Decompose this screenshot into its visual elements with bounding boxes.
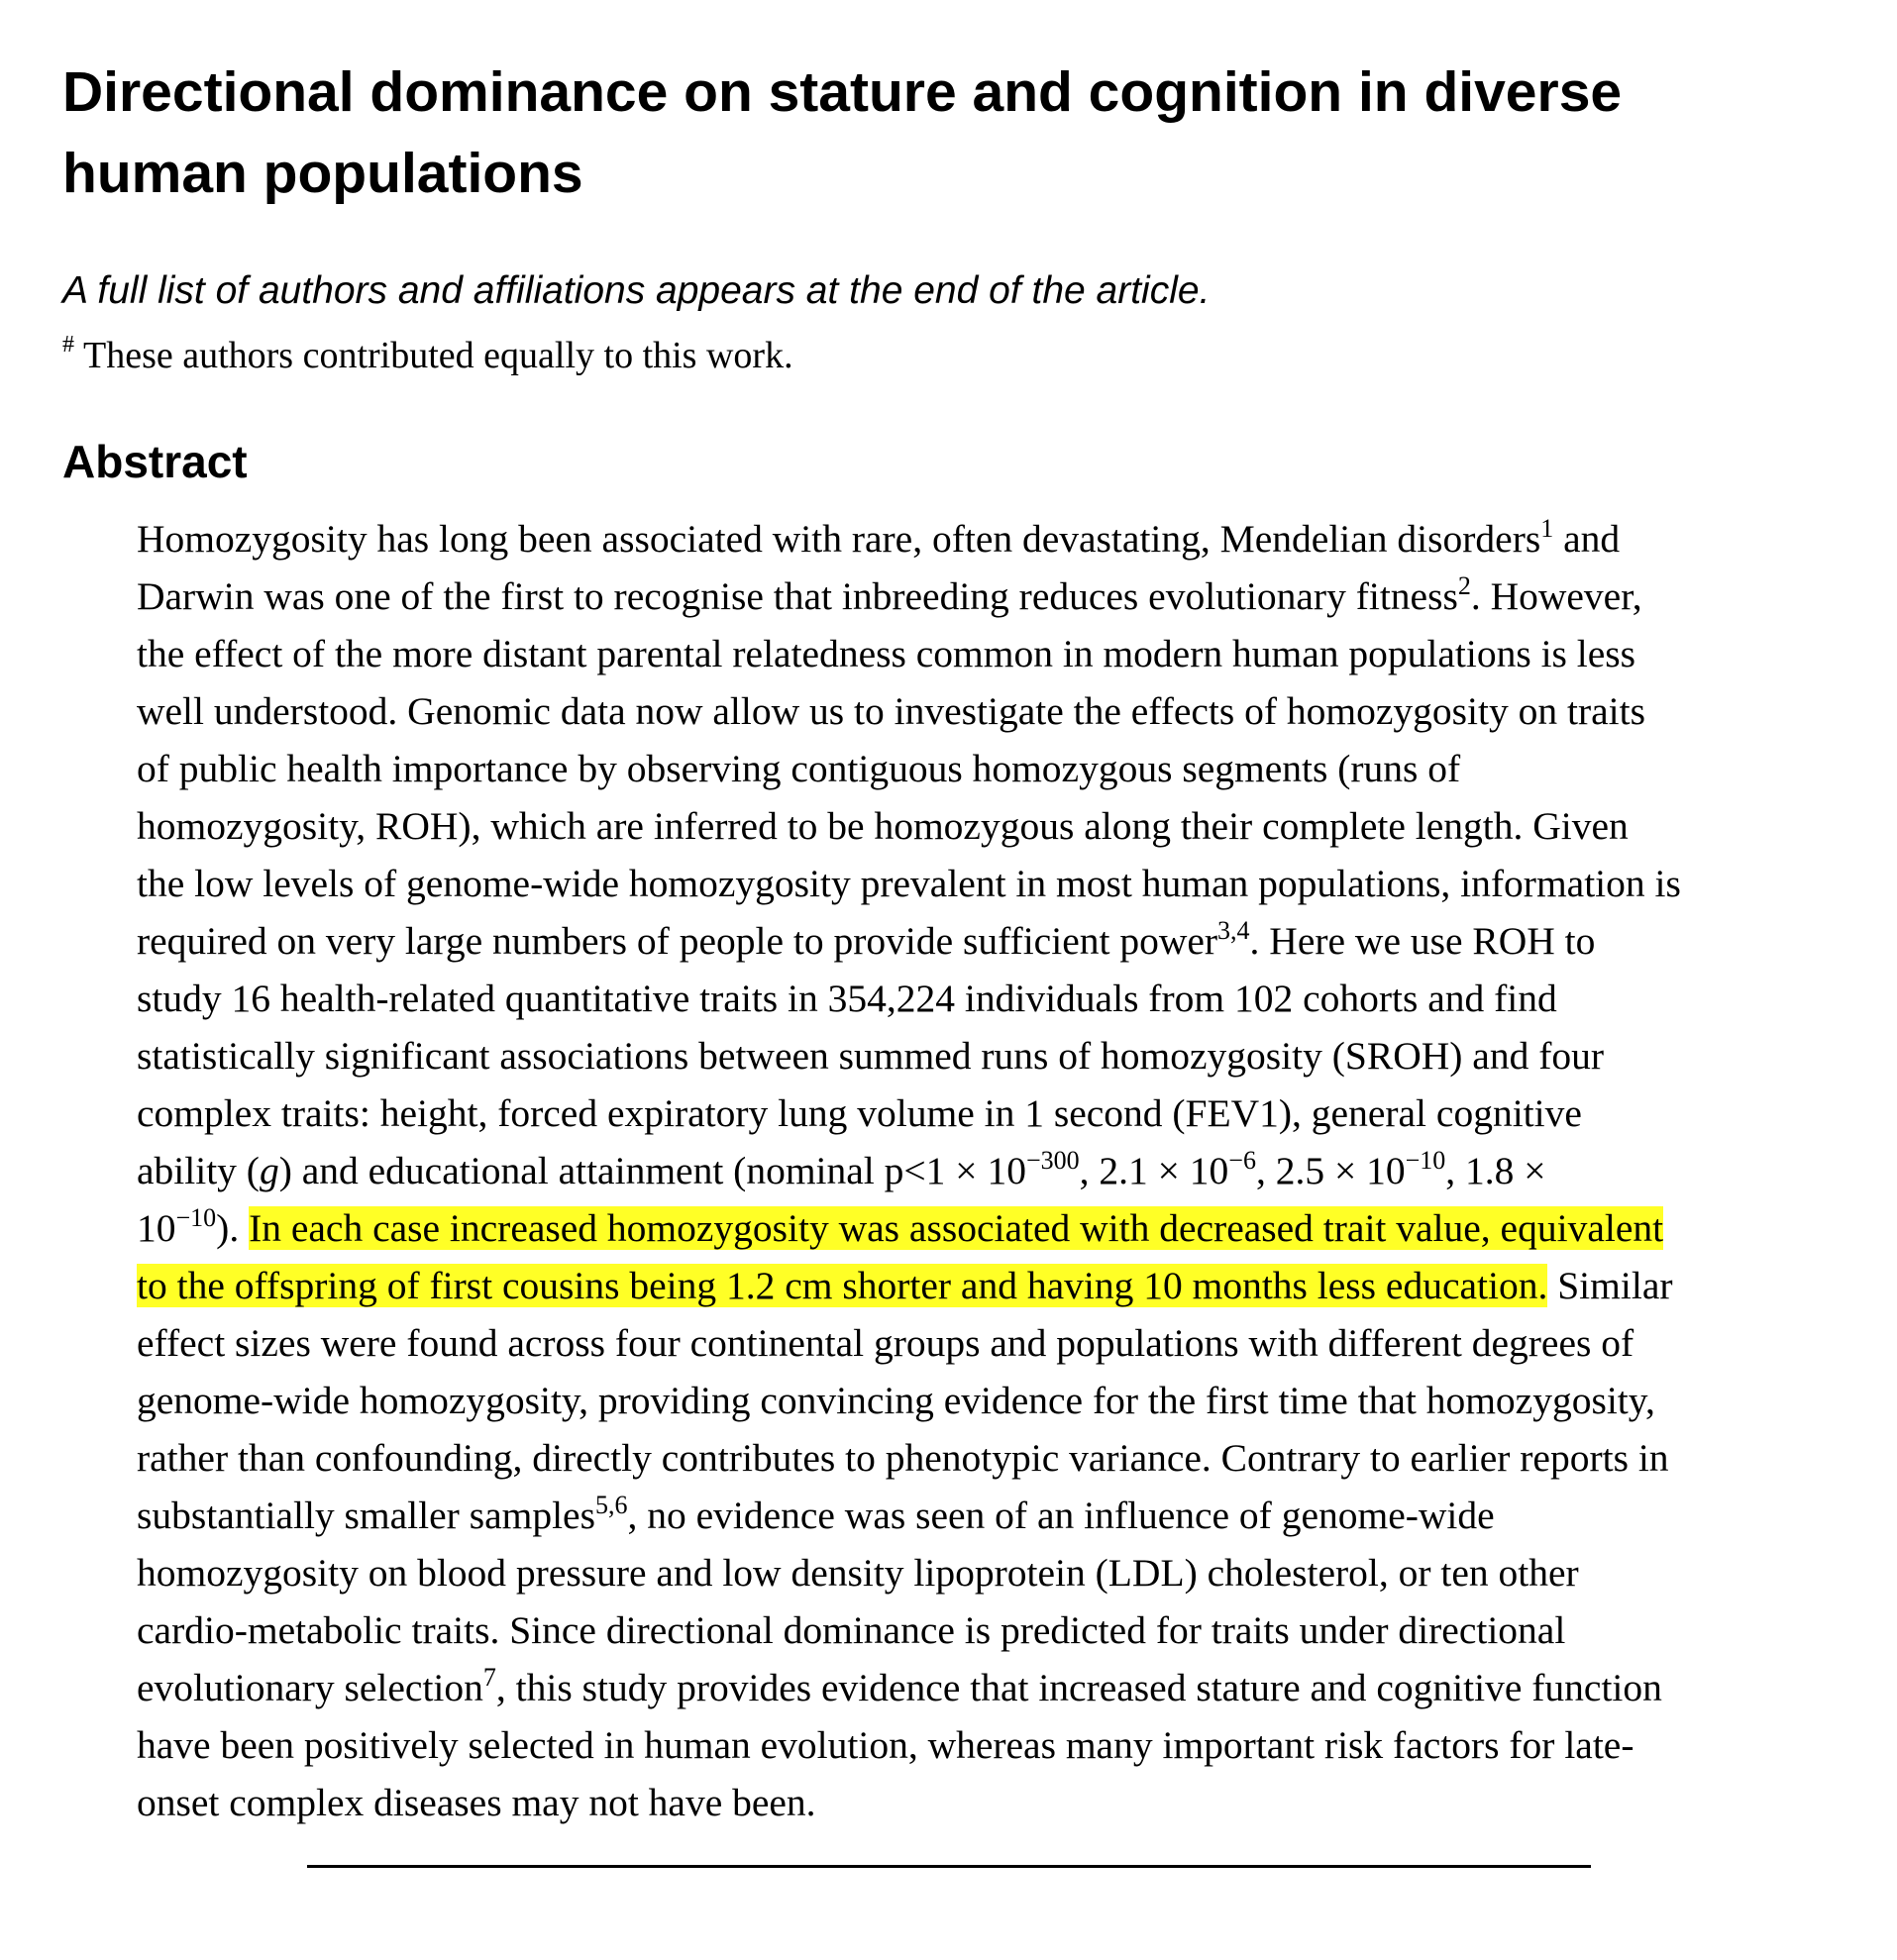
abstract-line: complex traits: height, forced expiratory lung volume in 1 second (FEV1), general cognitive	[137, 1091, 1582, 1135]
italic-symbol: g	[259, 1149, 279, 1192]
abstract-body	[137, 510, 1681, 1831]
abstract-line: rather than confounding, directly contributes to phenotypic variance. Contrary to earlier reports in	[137, 1436, 1669, 1480]
abstract-line: substantially smaller samples$^{5,6}$, no evidence was seen of an influence of genome-wide	[137, 1491, 1495, 1537]
exponent: −10	[175, 1203, 217, 1232]
abstract-line: $10^{-10}$). In each case increased homozygosity was associated with decreased trait value, equivalent	[137, 1203, 1664, 1250]
abstract-line: cardio-metabolic traits. Since directional dominance is predicted for traits under directional	[137, 1608, 1566, 1652]
abstract-line: the effect of the more distant parental relatedness common in modern human populations is less	[137, 632, 1636, 675]
exponent: −10	[1405, 1146, 1446, 1175]
abstract-heading: Abstract	[62, 436, 248, 487]
section-divider	[307, 1865, 1591, 1868]
exponent: −300	[1025, 1146, 1080, 1175]
citation-ref: 3,4	[1217, 916, 1250, 945]
abstract-line: study 16 health-related quantitative traits in 354,224 individuals from 102 cohorts and find	[137, 977, 1557, 1020]
highlighted-text: In each case increased homozygosity was associated with decreased trait value, equivalent	[249, 1206, 1664, 1250]
abstract-line: onset complex diseases may not have been.	[137, 1781, 816, 1824]
abstract-line: of public health importance by observing contiguous homozygous segments (runs of	[137, 747, 1461, 790]
abstract-line: have been positively selected in human evolution, whereas many important risk factors for late-	[137, 1723, 1634, 1767]
abstract-line: statistically significant associations between summed runs of homozygosity (SROH) and four	[137, 1034, 1604, 1078]
abstract-line: well understood. Genomic data now allow us to investigate the effects of homozygosity on traits	[137, 689, 1645, 733]
equal-contribution-mark: #	[62, 332, 74, 358]
article-title: Directional dominance on stature and cognition in diverse human populations	[62, 60, 1623, 205]
abstract-line: required on very large numbers of people to provide sufficient power$^{3,4}$. Here we use ROH to	[137, 916, 1596, 963]
exponent: −6	[1228, 1146, 1256, 1175]
authors-affiliation-note: A full list of authors and affiliations appears at the end of the article.	[62, 269, 1211, 312]
abstract-line: to the offspring of first cousins being 1.2 cm shorter and having 10 months less education. Similar	[137, 1264, 1673, 1307]
equal-contribution-text: These authors contributed equally to this work.	[83, 335, 793, 376]
citation-ref: 1	[1540, 514, 1554, 543]
abstract-line: evolutionary selection$^7$, this study provides evidence that increased stature and cognitive function	[137, 1663, 1662, 1709]
equal-contribution-note	[62, 330, 793, 381]
abstract-line: Darwin was one of the first to recognise that inbreeding reduces evolutionary fitness$^2$. However,	[137, 571, 1642, 618]
abstract-line: homozygosity on blood pressure and low density lipoprotein (LDL) cholesterol, or ten other	[137, 1551, 1579, 1595]
highlighted-text: to the offspring of first cousins being 1.2 cm shorter and having 10 months less education.	[137, 1264, 1548, 1307]
citation-ref: 5,6	[594, 1491, 628, 1519]
abstract-line: homozygosity, ROH), which are inferred to be homozygous along their complete length. Given	[137, 804, 1629, 848]
abstract-line: effect sizes were found across four continental groups and populations with different degrees of	[137, 1321, 1634, 1365]
abstract-line: the low levels of genome-wide homozygosity prevalent in most human populations, information is	[137, 862, 1681, 905]
abstract-line: ability (g) and educational attainment (nominal $p<1 \times 10^{-300}$, $2.1 \times 10^{-6}$, $2.5 \times 10^{-10}$, 1.8 ×	[137, 1146, 1546, 1192]
citation-ref: 7	[482, 1663, 496, 1692]
abstract-line: genome-wide homozygosity, providing convincing evidence for the first time that homozygosity,	[137, 1379, 1655, 1422]
abstract-line: Homozygosity has long been associated with rare, often devastating, Mendelian disorders$^1$ and	[137, 514, 1621, 561]
citation-ref: 2	[1457, 571, 1471, 600]
